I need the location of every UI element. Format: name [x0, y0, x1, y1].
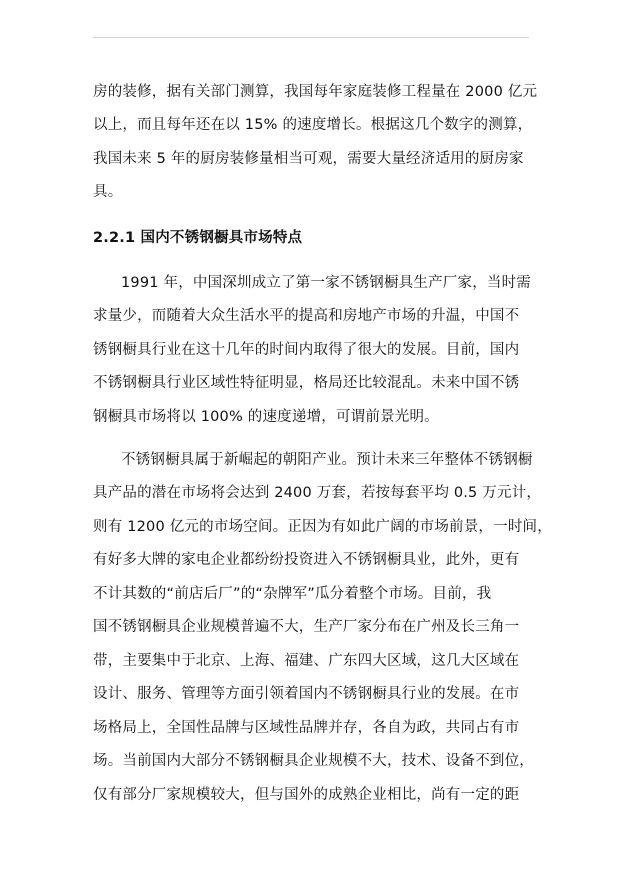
- paragraph-2-line-11: 仅有部分厂家规模较大，但与国外的成熟企业相比，尚有一定的距: [93, 787, 520, 803]
- intro-line-3: 我国未来 5 年的厨房装修量相当可观，需要大量经济适用的厨房家: [93, 151, 524, 167]
- paragraph-2-line-3: 则有 1200 亿元的市场空间。正因为有如此广阔的市场前景，一时间，: [93, 519, 552, 535]
- paragraph-2-line-8: 设计、服务、管理等方面引领着国内不锈钢橱具行业的发展。在市: [93, 686, 520, 702]
- intro-line-4: 具。: [93, 184, 123, 200]
- paragraph-2-line-1: 不锈钢橱具属于新崛起的朝阳产业。预计未来三年整体不锈钢橱: [121, 452, 533, 468]
- paragraph-1-line-5: 钢橱具市场将以 100% 的速度递增，可谓前景光明。: [93, 409, 439, 425]
- paragraph-2-line-10: 场。当前国内大部分不锈钢橱具企业规模不大，技术、设备不到位，: [93, 753, 534, 769]
- section-heading: 2.2.1 国内不锈钢橱具市场特点: [93, 230, 303, 246]
- paragraph-2-line-6: 国不锈钢橱具企业规模普遍不大，生产厂家分布在广州及长三角一: [93, 619, 520, 635]
- paragraph-2-line-5: 不计其数的“前店后厂”的“杂牌军”瓜分着整个市场。目前，我: [93, 586, 492, 602]
- paragraph-1-line-3: 锈钢橱具行业在这十几年的时间内取得了很大的发展。目前，国内: [93, 342, 520, 358]
- paragraph-2-line-7: 带，主要集中于北京、上海、福建、广东四大区域，这几大区域在: [93, 653, 520, 669]
- paragraph-2-line-9: 场格局上，全国性品牌与区域性品牌并存，各自为政，共同占有市: [93, 720, 520, 736]
- header-rule: [93, 37, 529, 38]
- intro-line-2: 以上，而且每年还在以 15% 的速度增长。根据这几个数字的测算，: [93, 117, 533, 133]
- paragraph-2-line-2: 具产品的潜在市场将会达到 2400 万套，若按每套平均 0.5 万元计，: [93, 485, 542, 501]
- intro-line-1: 房的装修，据有关部门测算，我国每年家庭装修工程量在 2000 亿元: [93, 84, 538, 100]
- paragraph-1-line-1: 1991 年，中国深圳成立了第一家不锈钢橱具生产厂家，当时需: [121, 275, 532, 291]
- paragraph-2-line-4: 有好多大牌的家电企业都纷纷投资进入不锈钢橱具业，此外，更有: [93, 552, 520, 568]
- paragraph-1-line-4: 不锈钢橱具行业区域性特征明显，格局还比较混乱。未来中国不锈: [93, 375, 520, 391]
- paragraph-1-line-2: 求量少，而随着大众生活水平的提高和房地产市场的升温，中国不: [93, 308, 520, 324]
